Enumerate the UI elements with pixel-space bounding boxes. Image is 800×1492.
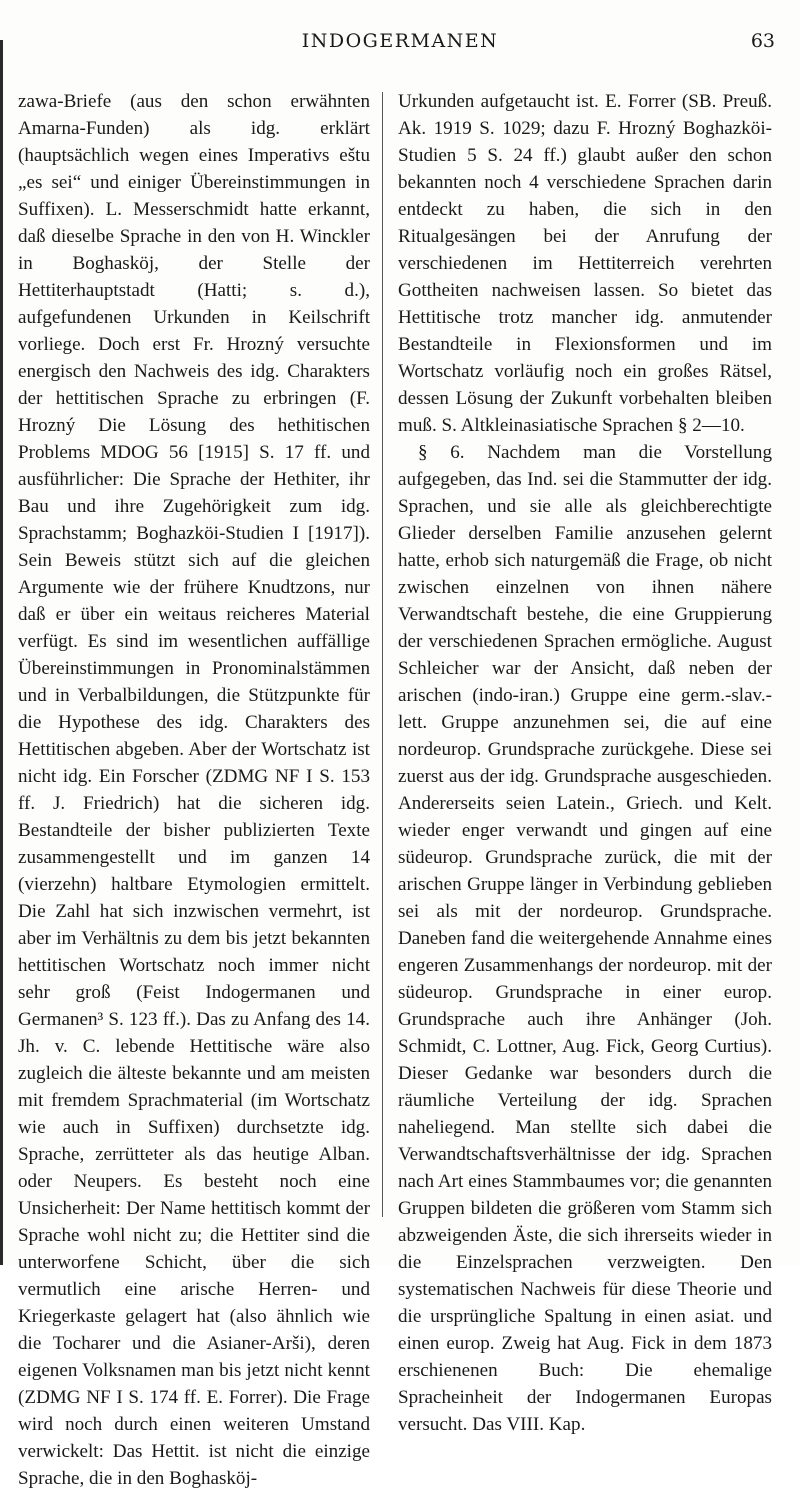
page-edge-shadow [0,40,3,1265]
left-column [18,88,370,1492]
page-number: 63 [750,30,775,52]
right-column [398,88,772,1438]
page-header [0,20,800,60]
left-paragraph-1: zawa-Briefe (aus den schon erwähnten Amarna-Funden) als idg. erklärt (hauptsächlich wegen eines Imperativs eštu „es sei“ und einiger Übereinstimmungen in Suffixen). L. Messerschmidt hatte erkannt, daß dieselbe Sprache in den von H. Winckler in Boghasköj, der Stelle der Hettiterhauptstadt (Hatti; s. d.), aufgefundenen Urkunden in Keilschrift vorliege. Doch erst Fr. Hrozný versuchte energisch den Nachweis des idg. Charakters der hettitischen Sprache zu erbringen (F. Hrozný Die Lösung des hethitischen Problems MDOG 56 [1915] S. 17 ff. und ausführlicher: Die Sprache der Hethiter, ihr Bau und ihre Zugehörigkeit zum idg. Sprachstamm; Boghazköi-Studien I [1917]). Sein Beweis stützt sich auf die gleichen Argumente wie der frühere Knudtzons, nur daß er über ein weitaus reicheres Material verfügt. Es sind im wesentlichen auffällige Übereinstimmungen in Pronominalstämmen und in Verbalbildungen, die Stützpunkte für die Hypothese des idg. Charakters des Hettitischen abgeben. Aber der Wortschatz ist nicht idg. Ein Forscher (ZDMG NF I S. 153 ff. J. Friedrich) hat die sicheren idg. Bestandteile der bisher publizierten Texte zusammengestellt und im ganzen 14 (vierzehn) haltbare Etymologien ermittelt. Die Zahl hat sich inzwischen vermehrt, ist aber im Verhältnis zu dem bis jetzt bekannten hettitischen Wortschatz noch immer nicht sehr groß (Feist Indogermanen und Germanen³ S. 123 ff.). Das zu Anfang des 14. Jh. v. C. lebende Hettitische wäre also zugleich die älteste bekannte und am meisten mit fremdem Sprachmaterial (im Wortschatz wie auch in Suffixen) durchsetzte idg. Sprache, zerrütteter als das heutige Alban. oder Neupers. Es besteht noch eine Unsicherheit: Der Name hettitisch kommt der Sprache wohl nicht zu; die Hettiter sind die unterworfene Schicht, über die sich vermutlich eine arische Herren- und Kriegerkaste gelagert hat (also ähnlich wie die Tocharer und die Asianer-Arši), deren eigenen Volksnamen man bis jetzt nicht kennt (ZDMG NF I S. 174 ff. E. Forrer). Die Frage wird noch durch einen weiteren Umstand verwickelt: Das Hettit. ist nicht die einzige Sprache, die in den Boghasköj- [18,91,370,1489]
running-title: INDOGERMANEN [301,30,499,52]
right-paragraph-2: § 6. Nachdem man die Vorstellung aufgegeben, das Ind. sei die Stammutter der idg. Sprachen, und sie alle als gleichberechtigte Glieder derselben Familie anzusehen gelernt hatte, erhob sich naturgemäß die Frage, ob nicht zwischen einzelnen von ihnen nähere Verwandtschaft bestehe, die eine Gruppierung der verschiedenen Sprachen ermögliche. August Schleicher war der Ansicht, daß neben der arischen (indo-iran.) Gruppe eine germ.-slav.-lett. Gruppe anzunehmen sei, die auf eine nordeurop. Grundsprache zurückgehe. Diese sei zuerst aus der idg. Grundsprache ausgeschieden. Andererseits seien Latein., Griech. und Kelt. wieder enger verwandt und gingen auf eine südeurop. Grundsprache zurück, die mit der arischen Gruppe länger in Verbindung geblieben sei als mit der nordeurop. Grundsprache. Daneben fand die weitergehende Annahme eines engeren Zusammenhangs der nordeurop. mit der südeurop. Grundsprache in einer europ. Grundsprache auch ihre Anhänger (Joh. Schmidt, C. Lottner, Aug. Fick, Georg Curtius). Dieser Gedanke war besonders durch die räumliche Verteilung der idg. Sprachen naheliegend. Man stellte sich dabei die Verwandtschaftsverhältnisse der idg. Sprachen nach Art eines Stammbaumes vor; die genannten Gruppen bildeten die größeren vom Stamm sich abzweigenden Äste, die sich ihrerseits wieder in die Einzelsprachen verzweigten. Den systematischen Nachweis für diese Theorie und die ursprüngliche Spaltung in einen asiat. und einen europ. Zweig hat Aug. Fick in dem 1873 erschienenen Buch: Die ehemalige Spracheinheit der Indogermanen Europas versucht. Das VIII. Kap. [398,442,772,1435]
column-divider [382,92,383,1217]
right-paragraph-1: Urkunden aufgetaucht ist. E. Forrer (SB. Preuß. Ak. 1919 S. 1029; dazu F. Hrozný Boghazköi-Studien 5 S. 24 ff.) glaubt außer den schon bekannten noch 4 verschiedene Sprachen darin entdeckt zu haben, die sich in den Ritualgesängen bei der Anrufung der verschiedenen im Hettiterreich verehrten Gottheiten nachweisen lassen. So bietet das Hettitische trotz mancher idg. anmutender Bestandteile in Flexionsformen und im Wortschatz vorläufig noch ein großes Rätsel, dessen Lösung der Zukunft vorbehalten bleiben muß. S. Altkleinasiatische Sprachen § 2—10. [398,91,772,436]
